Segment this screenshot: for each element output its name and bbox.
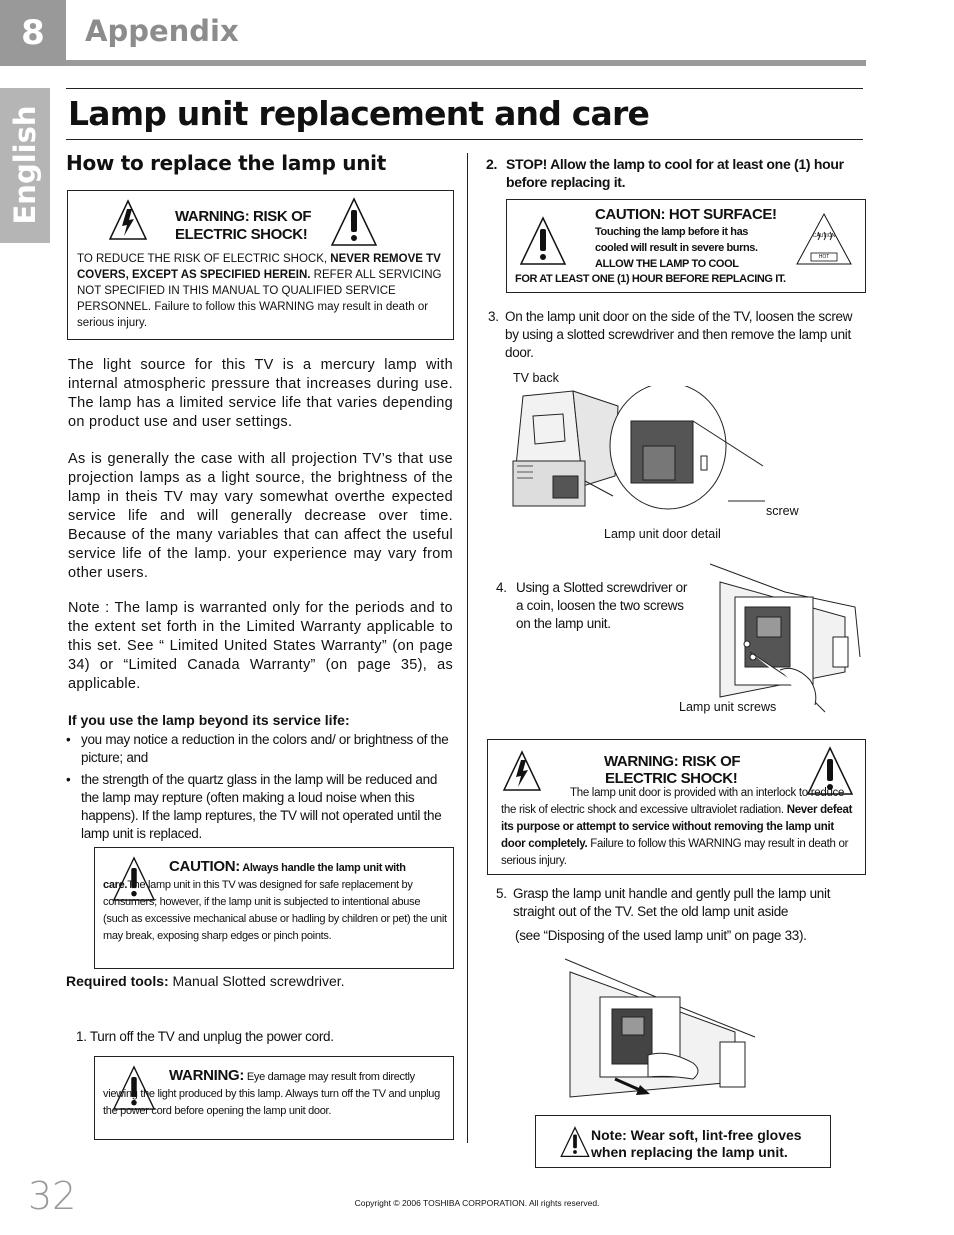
bullet-text: the strength of the quartz glass in the lamp will be reduced and the lamp may repture (often making a loud noise when this happens). If the lamp reptures, the TV will not operated until the lamp unit is replaced. (81, 772, 442, 841)
bullet-item: • you may notice a reduction in the colors and/ or brightness of the picture; and (66, 731, 451, 767)
hot-surface-text (595, 224, 758, 272)
page-number: 32 (28, 1174, 77, 1218)
header-bar (66, 60, 866, 66)
hot-icon-hot-label: HOT (818, 254, 830, 260)
step-4-number: 4. (496, 580, 507, 595)
interlock-warning-text (501, 785, 861, 870)
step-5 (496, 885, 856, 921)
warning-text-c: REFER ALL SERVICING NOT SPECIFIED IN THIS MANUAL TO QUALIFIED SERVICE PERSONNEL. Failure to follow this WARNING may result in death or serious injury. (77, 269, 442, 329)
required-tools-value: Manual Slotted screwdriver. (168, 973, 345, 989)
high-voltage-icon (108, 199, 148, 241)
copyright: Copyright © 2006 TOSHIBA CORPORATION. All rights reserved. (354, 1198, 600, 1208)
label-door-detail: Lamp unit door detail (604, 527, 721, 541)
label-tv-back: TV back (513, 371, 559, 385)
label-lamp-unit-screws: Lamp unit screws (679, 700, 777, 714)
caution-text (103, 858, 448, 945)
eye-damage-text (103, 1067, 448, 1120)
chapter-number: 8 (0, 0, 66, 66)
interlock-text-bold: Never defeat its purpose or attempt to service without removing the lamp unit door completely. (501, 804, 853, 850)
interlock-title-line2: ELECTRIC SHOCK! (605, 770, 738, 787)
brightness-paragraph: As is generally the case with all projection TV’s that use projection lamps as a light source, the brightness of the lamp in theis TV may vary somewhat overthe expected service life and will generally decrease over time. Because of the many variables that can affect the useful service life of the lamp. your experience may vary from other users. (68, 451, 453, 581)
gloves-note-line2: when replacing the lamp unit. (591, 1144, 788, 1160)
caution-title: CAUTION: (169, 858, 240, 875)
eye-warning-title: WARNING: (169, 1067, 245, 1084)
hot-caution-icon (795, 212, 853, 266)
required-tools (66, 973, 345, 989)
step-5-reference: (see “Disposing of the used lamp unit” on page 33). (515, 928, 807, 943)
caution-box (94, 847, 454, 969)
section-title: How to replace the lamp unit (66, 151, 386, 175)
bullet-text: you may notice a reduction in the colors and/ or brightness of the picture; and (81, 732, 449, 765)
warning-text-bold: NEVER REMOVE TV COVERS, EXCEPT AS SPECIFIED HEREIN. (77, 253, 441, 281)
label-screw: screw (766, 504, 799, 518)
warning-title-line2: ELECTRIC SHOCK! (175, 226, 308, 243)
step-3-number: 3. (488, 309, 499, 324)
warning-title-line1: WARNING: RISK OF (175, 208, 312, 225)
title-top-rule (66, 88, 863, 89)
exclamation-icon (519, 216, 567, 266)
step-2-number: 2. (486, 156, 498, 172)
bullet-item: • the strength of the quartz glass in the lamp will be reduced and the lamp may repture (often making a loud noise when this happens). If the lamp reptures, the TV will not operated until the lamp unit is replaced. (66, 771, 451, 843)
lamp-removal-illustration (560, 957, 760, 1102)
caution-text-body: The lamp unit in this TV was designed for safe replacement by consumers; however, if the lamp unit is subjected to intentional abuse (such as excessive mechanical abuse or hadling by children or pet) the unit may break, exposing sharp edges or pinch points. (103, 879, 447, 942)
eye-damage-warning-box (94, 1056, 454, 1140)
warning-text (77, 251, 447, 331)
exclamation-icon (330, 197, 378, 247)
interlock-title-line1: WARNING: RISK OF (604, 753, 741, 770)
hot-line-3: ALLOW THE LAMP TO COOL (595, 258, 739, 270)
intro-paragraph: The light source for this TV is a mercury lamp with internal atmospheric pressure that increases during use. The lamp has a limited service life that varies depending on product use and user settings. (68, 357, 453, 430)
hot-icon-caution-label: CAUTION (812, 233, 836, 239)
hot-line-4: FOR AT LEAST ONE (1) HOUR BEFORE REPLACING IT. (515, 273, 786, 285)
hot-line-2: cooled will result in severe burns. (595, 242, 758, 254)
step-2-text: STOP! Allow the lamp to cool for at least one (1) hour before replacing it. (506, 156, 844, 190)
step-3 (488, 308, 858, 362)
step-1: 1. Turn off the TV and unplug the power cord. (76, 1029, 334, 1044)
electric-shock-warning-box (67, 190, 454, 340)
eye-warning-body: Eye damage may result from directly viewing the light produced by this lamp. Always turn off the TV and unplug the power cord before opening the lamp unit door. (103, 1071, 440, 1117)
gloves-note-box (535, 1115, 831, 1168)
service-life-bullets (66, 731, 451, 843)
hot-line-1: Touching the lamp before it has (595, 226, 749, 238)
gloves-note-text (591, 1127, 802, 1161)
exclamation-icon (560, 1126, 590, 1158)
interlock-text-a: The lamp unit door is provided with an interlock to reduce the risk of electric shock and excessive ultraviolet radiation. (501, 787, 845, 816)
hot-surface-title: CAUTION: HOT SURFACE! (595, 206, 777, 223)
gloves-note-line1: Note: Wear soft, lint-free gloves (591, 1127, 802, 1143)
page-title: Lamp unit replacement and care (68, 94, 650, 133)
warranty-note-paragraph: Note : The lamp is warranted only for the periods and to the extent set forth in the Limited Warranty applicable to this set. See “ Limited United States Warranty” (on page 34) or “Limited Canada Warranty” (on page 35), as applicable. (68, 600, 453, 692)
column-divider (467, 153, 468, 1143)
step-4 (496, 579, 696, 633)
step-2 (486, 155, 856, 191)
step-5-text: Grasp the lamp unit handle and gently pull the lamp unit straight out of the TV. Set the old lamp unit aside (513, 886, 831, 919)
hot-surface-caution-box (506, 199, 866, 293)
language-side-tab (0, 88, 50, 243)
warning-text-a: TO REDUCE THE RISK OF ELECTRIC SHOCK, (77, 253, 331, 265)
caution-text-bold: Always handle the lamp unit with care. (103, 862, 406, 891)
chapter-title: Appendix (85, 14, 239, 48)
interlock-text-c: Failure to follow this WARNING may result in death or serious injury. (501, 838, 849, 867)
service-life-heading: If you use the lamp beyond its service life: (68, 712, 350, 728)
step-5-number: 5. (496, 886, 507, 901)
lamp-screws-illustration (705, 562, 865, 717)
title-bottom-rule (66, 139, 863, 140)
step-3-text: On the lamp unit door on the side of the TV, loosen the screw by using a slotted screwdriver and then remove the lamp unit door. (505, 309, 853, 360)
step-4-text: Using a Slotted screwdriver or a coin, loosen the two screws on the lamp unit. (516, 580, 688, 631)
required-tools-label: Required tools: (66, 973, 169, 989)
side-tab-label: English (8, 105, 42, 225)
interlock-warning-box (487, 739, 866, 875)
